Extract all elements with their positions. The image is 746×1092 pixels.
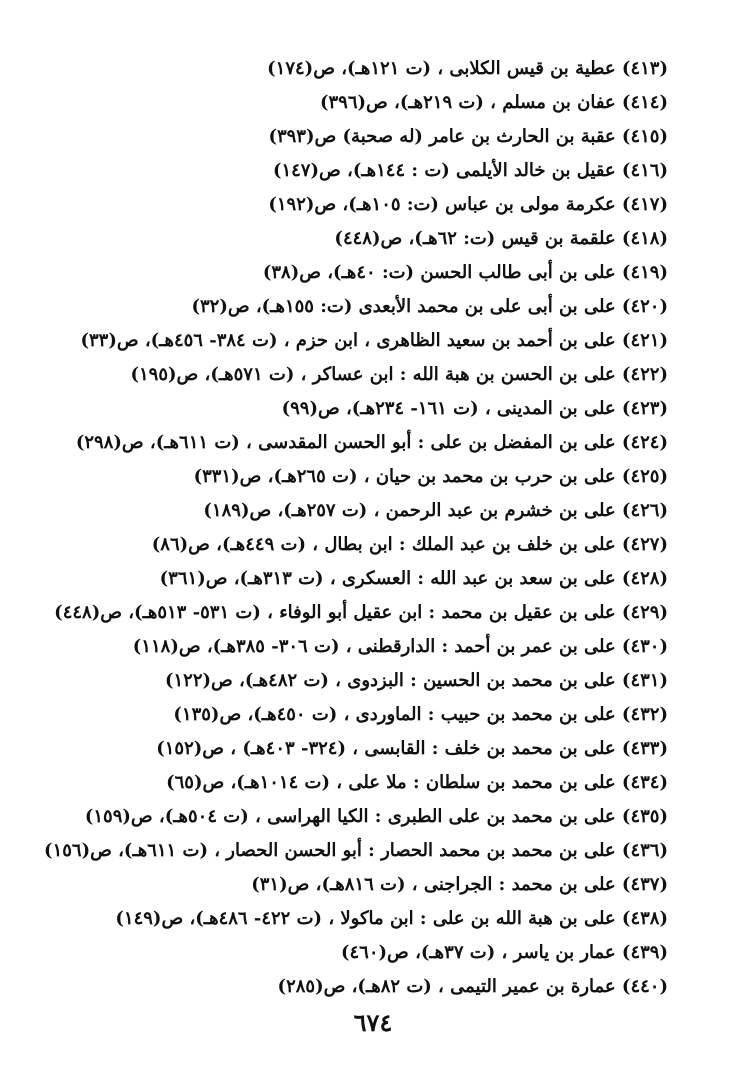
index-entry: (٤٢٤) على بن المفضل بن على : أبو الحسن المقدسى ، (ت ٦١١هـ)، ص(٢٩٨) bbox=[75, 432, 668, 453]
index-entry: (٤٢٧) على بن خلف بن عبد الملك : ابن بطال ، (ت ٤٤٩هـ)، ص(٨٦) bbox=[151, 534, 668, 555]
index-entry: (٤٢٢) على بن الحسن بن هبة الله : ابن عساكر ، (ت ٥٧١هـ)، ص(١٩٥) bbox=[130, 364, 668, 385]
index-entry: (٤١٧) عكرمة مولى بن عباس (ت: ١٠٥هـ)، ص(١٩٢) bbox=[268, 194, 668, 215]
index-entry: (٤٤٠) عمارة بن عمير التيمى ، (ت ٨٢هـ)، ص(٢٨٥) bbox=[277, 976, 668, 997]
index-entry: (٤١٥) عقبة بن الحارث بن عامر (له صحبة) ص(٣٩٣) bbox=[268, 126, 668, 147]
index-entry: (٤٣٩) عمار بن ياسر ، (ت ٣٧هـ)، ص(٤٦٠) bbox=[340, 942, 668, 963]
index-entry: (٤٣٤) على بن محمد بن سلطان : ملا على ، (ت ١٠١٤هـ)، ص(٦٥) bbox=[166, 772, 668, 793]
index-entry: (٤٢٨) على بن سعد بن عبد الله : العسكرى ، (ت ٣١٣هـ)، ص(٣٦١) bbox=[159, 568, 668, 589]
index-entry: (٤٢٦) على بن خشرم بن عبد الرحمن ، (ت ٢٥٧هـ)، ص(١٨٩) bbox=[203, 500, 668, 521]
index-entry: (٤٣٧) على بن محمد : الجراجنى ، (ت ٨١٦هـ)، ص(٣١) bbox=[251, 874, 668, 895]
index-entry: (٤٢٣) على بن المدينى ، (ت ١٦١- ٢٣٤هـ)، ص(٩٩) bbox=[281, 398, 668, 419]
index-entry: (٤٢٩) على بن عقيل بن محمد : ابن عقيل أبو الوفاء ، (ت ٥٣١- ٥١٣هـ)، ص(٤٤٨) bbox=[54, 602, 668, 623]
index-entry: (٤٣٠) على بن عمر بن أحمد : الدارقطنى ، (ت ٣٠٦- ٣٨٥هـ)، ص(١١٨) bbox=[132, 636, 668, 657]
index-entry: (٤٢١) على بن أحمد بن سعيد الظاهرى ، ابن حزم ، (ت ٣٨٤- ٤٥٦هـ)، ص(٣٣) bbox=[80, 330, 668, 351]
index-entry: (٤١٤) عفان بن مسلم ، (ت ٢١٩هـ)، ص(٣٩٦) bbox=[319, 92, 668, 113]
index-entry: (٤٣٢) على بن محمد بن حبيب : الماوردى ، (ت ٤٥٠هـ)، ص(١٣٥) bbox=[173, 704, 668, 725]
index-entry: (٤٣٣) على بن محمد بن خلف : القابسى ، (٣٢٤- ٤٠٣هـ) ، ص(١٥٢) bbox=[156, 738, 668, 759]
index-entry: (٤١٦) عقيل بن خالد الأيلمى (ت : ١٤٤هـ)، ص(١٤٧) bbox=[272, 160, 668, 181]
index-entry: (٤١٨) علقمة بن قيس (ت: ٦٢هـ)، ص(٤٤٨) bbox=[334, 228, 668, 249]
index-entry: (٤٢٠) على بن أبى على بن محمد الأبعدى (ت: ١٥٥هـ)، ص(٣٢) bbox=[191, 296, 668, 317]
index-entry: (٤١٩) على بن أبى طالب الحسن (ت: ٤٠هـ)، ص(٣٨) bbox=[262, 262, 668, 283]
index-entry: (٤٣٥) على بن محمد بن على الطبرى : الكيا الهراسى ، (ت ٥٠٤هـ)، ص(١٥٩) bbox=[84, 806, 668, 827]
index-entry: (٤١٣) عطية بن قيس الكلابى ، (ت ١٢١هـ)، ص(١٧٤) bbox=[267, 58, 668, 79]
index-entry: (٤٣١) على بن محمد بن الحسين : البزدوى ، (ت ٤٨٢هـ)، ص(١٢٢) bbox=[164, 670, 668, 691]
index-entry: (٤٣٨) على بن هبة الله بن على : ابن ماكولا ، (ت ٤٢٢- ٤٨٦هـ)، ص(١٤٩) bbox=[115, 908, 668, 929]
index-entry: (٤٢٥) على بن حرب بن محمد بن حيان ، (ت ٢٦٥هـ)، ص(٣٣١) bbox=[193, 466, 668, 487]
index-entry-list bbox=[28, 52, 668, 1004]
page-number: ٦٧٤ bbox=[353, 1008, 393, 1037]
index-entry: (٤٣٦) على بن محمد بن محمد الحصار : أبو الحسن الحصار ، (ت ٦١١هـ)، ص(١٥٦) bbox=[44, 840, 668, 861]
